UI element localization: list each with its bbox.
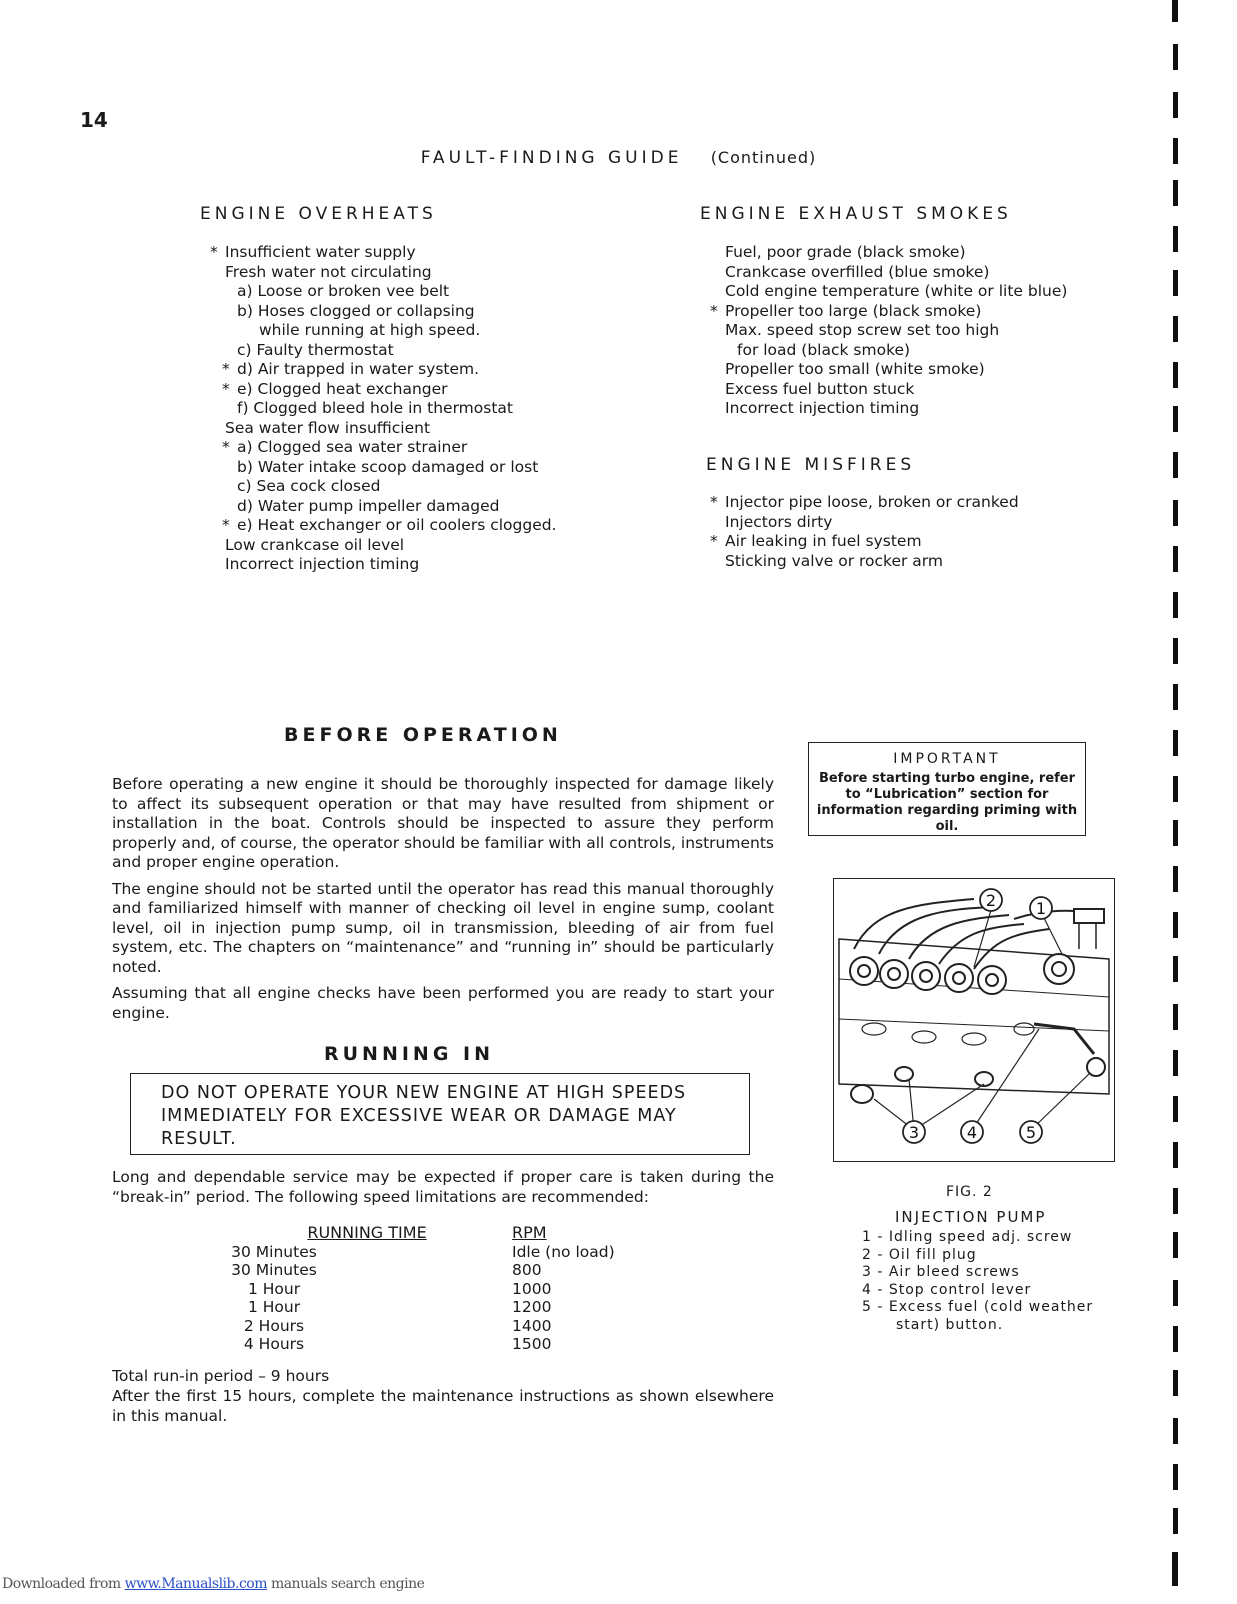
callout-5: 5 (1025, 1123, 1037, 1142)
exhaust-cause-item (710, 380, 1067, 400)
asterisk-marker: * (222, 379, 230, 398)
misfire-cause-item (710, 552, 1019, 572)
table-row (222, 1298, 615, 1317)
exhaust-cause-text: Excess fuel button stuck (725, 379, 915, 398)
important-title: IMPORTANT (893, 751, 1001, 767)
overheat-cause-item (210, 302, 557, 322)
legend-item: 4 - Stop control lever (862, 1281, 1032, 1298)
table-row (222, 1280, 615, 1299)
callout-1: 1 (1035, 899, 1047, 918)
important-notice-box (808, 742, 1086, 836)
page-title-text: FAULT-FINDING GUIDE (420, 148, 683, 168)
callout-3: 3 (908, 1123, 920, 1142)
overheat-cause-item (210, 321, 557, 341)
running-in-warning-box (130, 1073, 750, 1155)
engine-exhaust-smokes-heading: ENGINE EXHAUST SMOKES (700, 204, 1012, 224)
table-row (222, 1261, 615, 1280)
before-operation-paragraph: The engine should not be started until the operator has read this manual thoroughly and familiarized himself with manner of checking oil level in engine sump, coolant level, oil in injection pump sump, oil in transmission, bleeding of air from fuel system, etc. The chapters on “maintenance” and “running in” should be particularly noted. (112, 879, 774, 976)
overheat-cause-item (210, 380, 557, 400)
exhaust-cause-text: Max. speed stop screw set too high (725, 321, 1000, 339)
exhaust-cause-text: Cold engine temperature (white or lite blue) (725, 282, 1068, 300)
exhaust-cause-item (710, 282, 1067, 302)
engine-exhaust-smokes-list (710, 243, 1067, 419)
table-cell: 800 (512, 1261, 542, 1279)
engine-overheats-list (210, 243, 557, 575)
misfire-cause-item (710, 493, 1019, 513)
overheat-cause-item (210, 282, 557, 302)
exhaust-cause-item (710, 341, 1067, 361)
figure-title: INJECTION PUMP (895, 1208, 1047, 1226)
exhaust-cause-text: Crankcase overfilled (blue smoke) (725, 262, 990, 281)
column-header-running-time: RUNNING TIME (307, 1223, 427, 1242)
misfire-cause-text: Sticking valve or rocker arm (725, 551, 944, 570)
page-title (0, 148, 1237, 168)
injection-pump-illustration (834, 879, 1113, 1160)
running-in-table (222, 1224, 615, 1354)
exhaust-cause-item (710, 399, 1067, 419)
exhaust-cause-item (710, 302, 1067, 322)
asterisk-marker: * (222, 438, 230, 456)
overheat-cause-item (210, 341, 557, 361)
running-in-after: After the first 15 hours, complete the maintenance instructions as shown elsewhere in this manual. (112, 1387, 774, 1425)
page-title-continued: (Continued) (710, 148, 817, 167)
engine-misfires-list (710, 493, 1019, 571)
misfire-cause-text: Air leaking in fuel system (725, 532, 922, 550)
legend-item: start) button. (896, 1316, 1004, 1333)
table-cell: 4 Hours (243, 1335, 305, 1353)
footer-link[interactable]: www.Manualslib.com (124, 1576, 267, 1592)
overheat-cause-text: d) Water pump impeller damaged (237, 496, 500, 515)
exhaust-cause-item (710, 321, 1067, 341)
legend-item: 1 - Idling speed adj. screw (862, 1229, 1073, 1245)
asterisk-marker: * (210, 243, 218, 261)
important-text: Before starting turbo engine, refer to “Lubrication” section for information regarding priming with oil. (816, 771, 1078, 834)
misfire-cause-text: Injector pipe loose, broken or cranked (725, 493, 1019, 511)
overheat-cause-text: a) Clogged sea water strainer (237, 438, 468, 456)
running-in-total: Total run-in period – 9 hours (112, 1367, 330, 1385)
table-cell: 1 Hour (247, 1298, 301, 1316)
asterisk-marker: * (222, 360, 230, 378)
legend-item: 3 - Air bleed screws (862, 1264, 1020, 1280)
table-cell: 1000 (512, 1279, 552, 1298)
running-in-warning: DO NOT OPERATE YOUR NEW ENGINE AT HIGH SPEEDS IMMEDIATELY FOR EXCESSIVE WEAR OR DAMAGE MAY RESULT. (161, 1083, 687, 1149)
overheat-cause-text: a) Loose or broken vee belt (237, 282, 450, 300)
exhaust-cause-text: Propeller too small (white smoke) (725, 360, 985, 378)
table-cell: 1200 (512, 1298, 552, 1316)
download-footer (2, 1576, 424, 1592)
overheat-cause-text: Incorrect injection timing (225, 555, 420, 573)
exhaust-cause-text: for load (black smoke) (737, 340, 911, 359)
exhaust-cause-text: Fuel, poor grade (black smoke) (725, 243, 966, 261)
table-row (222, 1317, 615, 1336)
exhaust-cause-item (710, 360, 1067, 380)
exhaust-cause-text: Incorrect injection timing (725, 399, 920, 417)
misfire-cause-text: Injectors dirty (725, 512, 833, 531)
overheat-cause-item (210, 263, 557, 283)
column-header-rpm: RPM (512, 1223, 547, 1242)
footer-prefix: Downloaded from (2, 1576, 121, 1592)
footer-suffix: manuals search engine (270, 1576, 425, 1592)
overheat-cause-text: Low crankcase oil level (225, 535, 405, 554)
exhaust-cause-item (710, 263, 1067, 283)
table-cell: 1500 (512, 1335, 552, 1353)
running-in-heading: RUNNING IN (324, 1043, 495, 1065)
binding-marks (1166, 0, 1180, 1600)
misfire-cause-item (710, 513, 1019, 533)
asterisk-marker: * (710, 493, 718, 511)
before-operation-heading: BEFORE OPERATION (284, 724, 562, 746)
overheat-cause-item (210, 399, 557, 419)
legend-item: 2 - Oil fill plug (862, 1246, 977, 1263)
overheat-cause-item (210, 536, 557, 556)
overheat-cause-text: Sea water flow insufficient (225, 418, 431, 437)
overheat-cause-item (210, 243, 557, 263)
engine-overheats-heading: ENGINE OVERHEATS (200, 204, 437, 224)
before-operation-paragraph: Assuming that all engine checks have been performed you are ready to start your engine. (112, 984, 774, 1022)
figure-legend (862, 1229, 1093, 1334)
table-cell: 1 Hour (247, 1279, 301, 1298)
overheat-cause-text: b) Water intake scoop damaged or lost (237, 457, 539, 476)
overheat-cause-text: f) Clogged bleed hole in thermostat (237, 399, 513, 417)
page-binding-edge (1166, 0, 1180, 1600)
overheat-cause-item (210, 497, 557, 517)
before-operation-body (112, 775, 774, 1030)
overheat-cause-item (210, 458, 557, 478)
overheat-cause-text: b) Hoses clogged or collapsing (237, 301, 475, 320)
injection-pump-figure (833, 878, 1115, 1162)
overheat-cause-item (210, 419, 557, 439)
running-in-table-wrap (222, 1224, 615, 1354)
callout-2: 2 (985, 891, 997, 910)
engine-misfires-heading: ENGINE MISFIRES (706, 455, 916, 475)
overheat-cause-item (210, 555, 557, 575)
table-cell: Idle (no load) (512, 1242, 615, 1261)
asterisk-marker: * (710, 532, 718, 550)
table-cell: 30 Minutes (231, 1261, 317, 1279)
overheat-cause-text: while running at high speed. (259, 321, 481, 339)
table-row (222, 1335, 615, 1354)
asterisk-marker: * (710, 301, 718, 320)
table-cell: 1400 (512, 1316, 552, 1335)
overheat-cause-text: c) Sea cock closed (237, 477, 381, 495)
misfire-cause-item (710, 532, 1019, 552)
overheat-cause-text: e) Clogged heat exchanger (237, 379, 448, 398)
running-in-intro: Long and dependable service may be expected if proper care is taken during the “break-in” period. The following speed limitations are recommended: (112, 1168, 774, 1206)
legend-item: 5 - Excess fuel (cold weather (862, 1299, 1094, 1315)
figure-label: FIG. 2 (946, 1184, 993, 1200)
callout-4: 4 (966, 1123, 978, 1142)
exhaust-cause-item (710, 243, 1067, 263)
overheat-cause-text: e) Heat exchanger or oil coolers clogged. (237, 516, 557, 534)
table-cell: 2 Hours (243, 1316, 305, 1335)
overheat-cause-text: Fresh water not circulating (225, 262, 432, 281)
overheat-cause-item (210, 360, 557, 380)
overheat-cause-item (210, 477, 557, 497)
table-row (222, 1243, 615, 1262)
before-operation-paragraph: Before operating a new engine it should be thoroughly inspected for damage likely to affect its subsequent operation or that may have resulted from shipment or installation in the boat. Controls should be inspected to assure they perform properly and, of course, the operator should be familiar with all controls, instruments and proper engine operation. (112, 775, 774, 871)
overheat-cause-text: c) Faulty thermostat (237, 340, 394, 359)
exhaust-cause-text: Propeller too large (black smoke) (725, 301, 982, 320)
table-cell: 30 Minutes (231, 1242, 317, 1261)
overheat-cause-item (210, 516, 557, 536)
page-number: 14 (80, 108, 108, 132)
asterisk-marker: * (222, 516, 230, 534)
overheat-cause-text: d) Air trapped in water system. (237, 360, 480, 378)
overheat-cause-text: Insufficient water supply (225, 243, 416, 261)
overheat-cause-item (210, 438, 557, 458)
